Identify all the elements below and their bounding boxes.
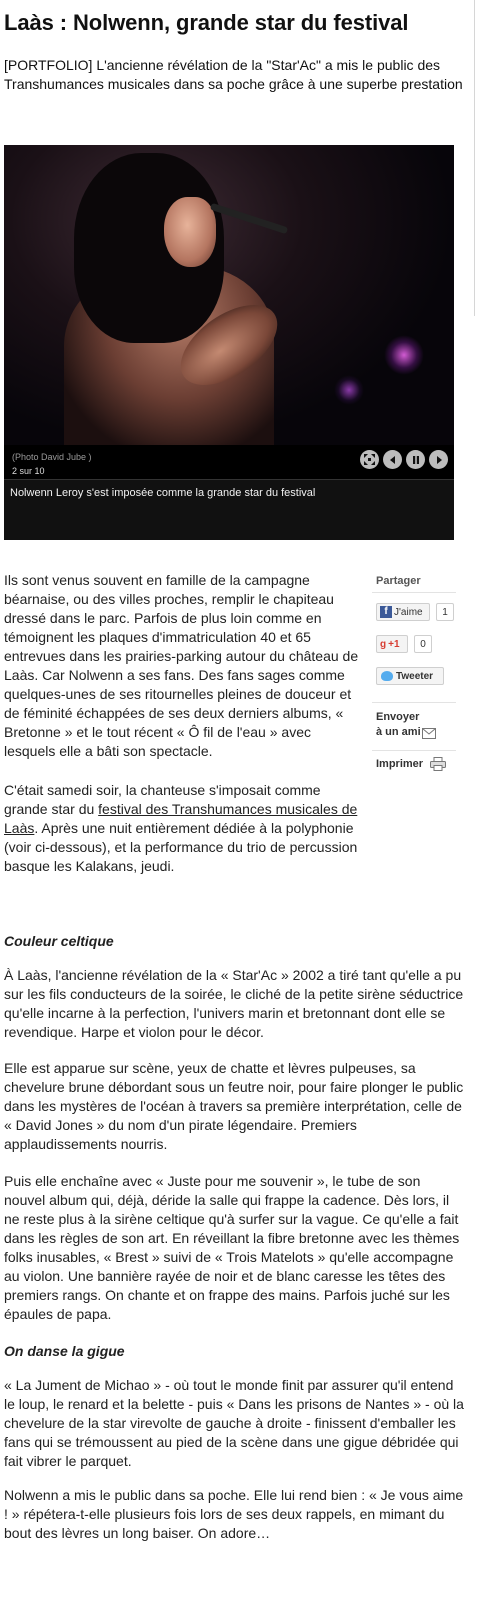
google-plus-button[interactable] [376,635,408,653]
facebook-like-label: J'aime [394,606,423,618]
article-paragraph: Elle est apparue sur scène, yeux de chatte et lèvres pulpeuses, sa chevelure brune débordant sous un feutre noir, pour faire plonger le public dans les mystères de l'océan à travers sa première interprétation, celle de « David Jones » du nom d'un pirate légendaire. Premiers applaudissements nourris. [4,1060,464,1152]
facebook-like-button[interactable] [376,603,430,621]
article-title: Laàs : Nolwenn, grande star du festival [4,10,409,35]
article-paragraph: Puis elle enchaîne avec « Juste pour me souvenir », le tube de son nouvel album qui, déjà, déride la salle qui frappe la cadence. Dès lors, il ne reste plus à la sirène celtique qu'à surfer sur la vague. Ce qu'elle a fait dans les règles de son art. En réveillant la fibre bretonne avec les thèmes folks inusables, « Brest » suivi de « Trois Matelots » qu'elle accompagne au violon. Une bannière rayée de noir et de blanc caresse les têtes des premiers rangs. On chante et on frappe des mains. Parfois juché sur les épaules de papa. [4,1173,460,1322]
email-friend-link[interactable]: Envoyer à un ami [376,711,421,738]
next-icon[interactable] [429,450,448,469]
divider [372,702,456,703]
tweet-button[interactable] [376,667,444,685]
twitter-bird-icon [381,671,393,681]
article-paragraph [4,781,359,876]
divider [372,750,456,751]
gallery-photo[interactable] [4,145,454,445]
tweet-label: Tweeter [396,670,434,682]
section-heading: On danse la gigue [4,1343,125,1359]
paragraph-text: . Après une nuit entièrement dédiée à la polyphonie (voir ci-dessous), et la performance du trio de percussion basque les Kalakans, jeudi. [4,820,358,874]
article-paragraph: À Laàs, l'ancienne révélation de la « Star'Ac » 2002 a tiré tant qu'elle a pu sur les fils conducteurs de la soirée, le cliché de la petite sirène séductrice qu'elle incarne à la perfection, l'univers marin et bretonnant dont elle se revendique. Harpe et violon pour le décor. [4,967,464,1040]
google-plus-count: 0 [414,635,432,653]
article-paragraph: Nolwenn a mis le public dans sa poche. Elle lui rend bien : « Je vous aime ! » répétera-t-elle plusieurs fois lors de ses deux rappels, en mimant du bout des lèvres un long baiser. On adore… [4,1487,464,1541]
paragraph-text: C'était samedi soir, la chanteuse s'imposait comme grande star du [4,782,321,817]
facebook-icon: f [380,606,392,618]
photo-caption: Nolwenn Leroy s'est imposée comme la grande star du festival [10,487,316,499]
envelope-icon[interactable] [422,728,436,739]
facebook-like-count: 1 [436,603,454,621]
photo-counter: 2 sur 10 [12,466,45,476]
printer-icon[interactable] [430,757,446,771]
gallery-controls [360,450,448,469]
google-plus-label: +1 [388,638,400,650]
photo-credit: (Photo David Jube ) [12,452,92,462]
page-edge-divider [474,0,475,316]
previous-icon[interactable] [383,450,402,469]
pause-icon[interactable] [406,450,425,469]
festival-link[interactable]: festival des Transhumances musicales de Laàs [4,801,358,836]
article-lead: [PORTFOLIO] L'ancienne révélation de la "Star'Ac" a mis le public des Transhumances musicales dans sa poche grâce à une superbe prestation [4,57,463,92]
share-title: Partager [376,575,421,587]
google-plus-icon: g [380,638,387,650]
fullscreen-icon[interactable] [360,450,379,469]
print-link[interactable]: Imprimer [376,758,424,770]
divider [372,592,456,593]
article-paragraph: Ils sont venus souvent en famille de la campagne béarnaise, ou des villes proches, remplir le chapiteau dressé dans le parc. Parfois de plus loin comme en témoignent les plaques d'immatriculation 40 et 65 entrevues dans les prairies-parking autour du château de Laàs. Car Nolwenn a ses fans. Des fans sages comme quelques-unes de ses ritournelles pleines de douceur et de féminité échappées de ses deux derniers albums, « Bretonne » et le tout récent « Ô fil de l'eau » avec lesquels elle a bâti son spectacle. [4,572,359,759]
article-paragraph: « La Jument de Michao » - où tout le monde finit par assurer qu'il entend le loup, le renard et la belette - puis « Dans les prisons de Nantes » - où la chevelure de la star virevolte de gauche à droite - finissent d'emballer les fans qui se trémoussent au pied de la scène dans une gigue débridée qui fait vibrer le parquet. [4,1377,464,1469]
photo-gallery [4,145,454,539]
section-heading: Couleur celtique [4,933,114,949]
